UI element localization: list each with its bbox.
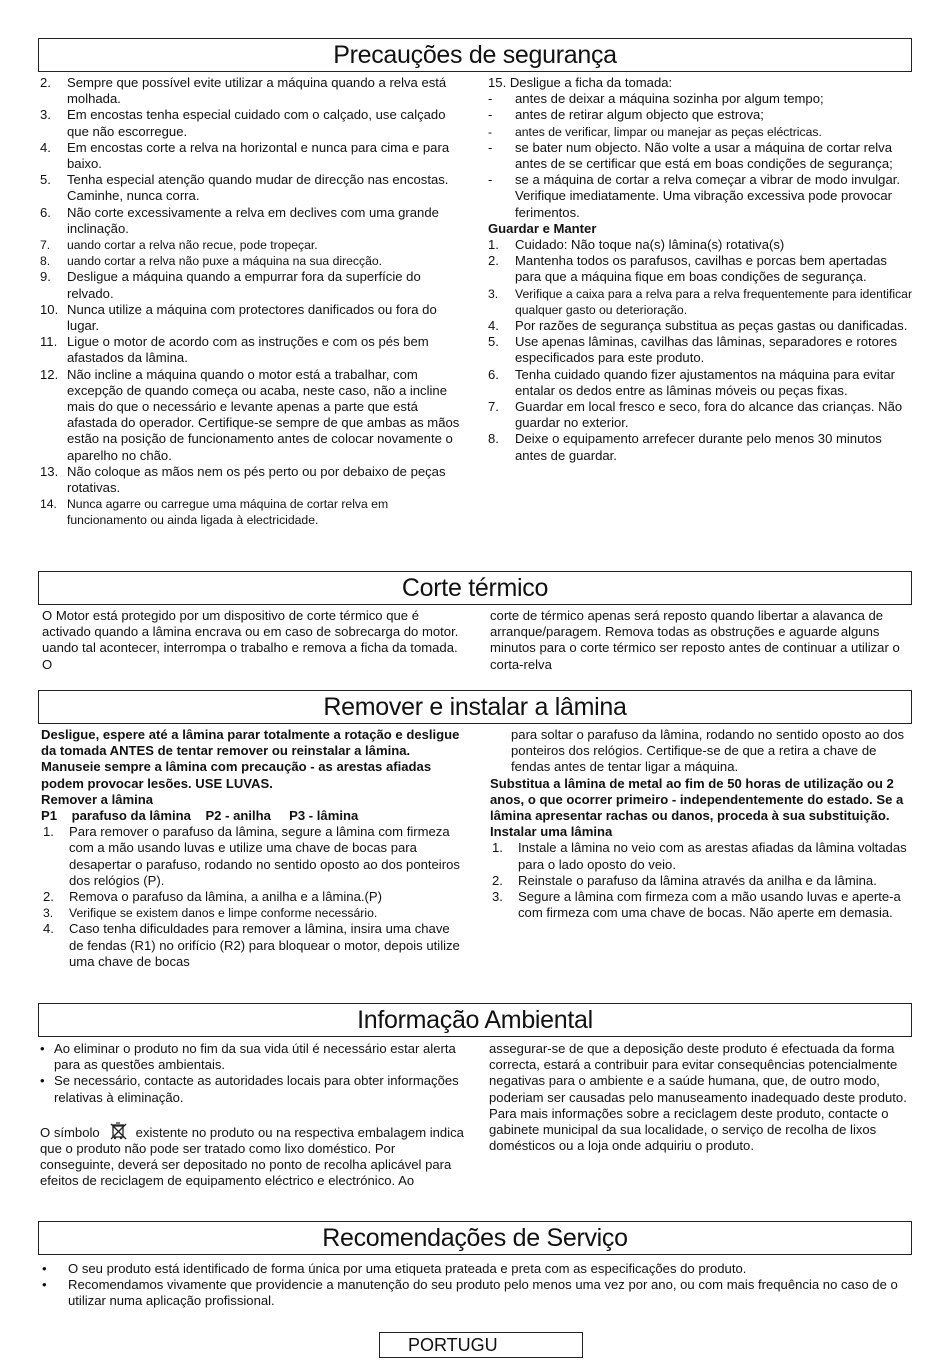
dash-text: se a máquina de cortar a relva começar a vibrar de modo invulgar. Verifique imediatamente. Uma vibração excessiva pode provocar ferimentos. bbox=[515, 172, 901, 220]
service-bullet-item bbox=[40, 1277, 910, 1309]
service-section-title: Recomendações de Serviço bbox=[38, 1221, 912, 1255]
install-list-item-number: 1. bbox=[492, 840, 503, 856]
install-list-item-number: 2. bbox=[492, 872, 503, 888]
dash-marker: - bbox=[488, 124, 493, 139]
store-list-item-number: 1. bbox=[488, 237, 499, 253]
safety-list-item-text: Em encostas tenha especial cuidado com o calçado, use calçado que não escorregue. bbox=[67, 107, 446, 139]
store-list-item-number: 4. bbox=[488, 318, 499, 334]
store-list-item-text: Deixe o equipamento arrefecer durante pelo menos 30 minutos antes de guardar. bbox=[515, 431, 882, 463]
unplug-heading: 15. Desligue a ficha da tomada: bbox=[488, 75, 673, 90]
safety-list-item bbox=[40, 334, 465, 366]
blade-left-column bbox=[41, 727, 466, 970]
safety-list-item-number: 10. bbox=[40, 301, 59, 317]
safety-list-item-text: Desligue a máquina quando a empurrar fora da superfície do relvado. bbox=[67, 269, 421, 301]
store-list-item-text: Verifique a caixa para a relva para a relva frequentemente para identificar qualquer gasto ou deterioração. bbox=[515, 286, 913, 317]
dash-marker: - bbox=[488, 107, 493, 123]
safety-list-item-number: 8. bbox=[40, 254, 51, 269]
dash-marker: - bbox=[488, 139, 493, 155]
env-bullet-item bbox=[40, 1041, 465, 1073]
store-list-item bbox=[488, 334, 912, 366]
safety-list-item-text: Sempre que possível evite utilizar a máquina quando a relva está molhada. bbox=[67, 75, 447, 107]
store-list-item-text: Cuidado: Não toque na(s) lâmina(s) rotativa(s) bbox=[515, 237, 785, 253]
store-list-item bbox=[488, 367, 912, 399]
bullet-marker: • bbox=[40, 1073, 45, 1089]
safety-list-item bbox=[40, 172, 465, 204]
safety-list-item-number: 13. bbox=[40, 463, 59, 479]
symbol-pre: O símbolo bbox=[40, 1124, 100, 1140]
safety-list-item-number: 14. bbox=[40, 497, 57, 512]
unplug-dash-item bbox=[488, 140, 912, 172]
safety-right-column bbox=[488, 75, 912, 464]
store-list-item bbox=[488, 253, 912, 285]
env-left-column bbox=[40, 1041, 465, 1190]
blade-continuation: para soltar o parafuso da lâmina, rodando no sentido oposto ao dos ponteiros dos relógios. Certifique-se de que a retira a chave de fendas antes de tentar ligar a máquina. bbox=[511, 727, 905, 775]
remove-list-item-text: Para remover o parafuso da lâmina, segure a lâmina com firmeza com a mão usando luvas e utilize uma chave de bocas para desapertar o parafuso, rodando no sentido oposto ao dos ponteiros dos relógios (P). bbox=[69, 824, 460, 888]
remove-list-item bbox=[41, 905, 466, 921]
service-bullet-item bbox=[40, 1261, 910, 1277]
blade-right-column bbox=[490, 727, 912, 921]
dash-marker: - bbox=[488, 91, 493, 107]
store-heading: Guardar e Manter bbox=[488, 220, 597, 236]
safety-list-item bbox=[40, 302, 465, 334]
safety-list-item-text: uando cortar a relva não recue, pode tropeçar. bbox=[67, 238, 318, 253]
safety-list-item bbox=[40, 237, 465, 253]
bullet-marker: • bbox=[42, 1277, 47, 1293]
install-list-item-text: Instale a lâmina no veio com as arestas afiadas da lâmina voltadas para o lado oposto do veio. bbox=[518, 840, 907, 872]
blade-section-title: Remover e instalar a lâmina bbox=[38, 690, 912, 724]
safety-list-item bbox=[40, 253, 465, 269]
dash-text: antes de verificar, limpar ou manejar as peças eléctricas. bbox=[515, 124, 822, 139]
safety-list-item-number: 5. bbox=[40, 172, 51, 188]
dash-text: antes de retirar algum objecto que estrova; bbox=[515, 107, 764, 123]
install-list-item bbox=[490, 889, 912, 921]
store-list-item-number: 5. bbox=[488, 334, 499, 350]
install-list-item bbox=[490, 873, 912, 889]
symbol-paragraph bbox=[40, 1122, 465, 1190]
remove-list-item-number: 3. bbox=[43, 906, 54, 921]
store-list-item-text: Guardar em local fresco e seco, fora do alcance das crianças. Não guardar no exterior. bbox=[515, 399, 903, 431]
store-list-item bbox=[488, 237, 912, 253]
dash-text: antes de deixar a máquina sozinha por algum tempo; bbox=[515, 91, 824, 107]
blade-parts-legend: P1 parafuso da lâmina P2 - anilha P3 - lâmina bbox=[41, 808, 359, 824]
symbol-post: existente no produto ou na respectiva embalagem indica que o produto não pode ser tratado como lixo doméstico. Por conseguinte, deverá ser depositado no ponto de recolha aplicável para efeitos de reciclagem de equipamento eléctrico e electrónico. Ao bbox=[40, 1124, 464, 1189]
safety-list-item-number: 9. bbox=[40, 269, 51, 285]
crossed-out-wheelie-bin-icon bbox=[108, 1122, 130, 1140]
safety-list-item-number: 11. bbox=[40, 334, 58, 350]
safety-list-item bbox=[40, 269, 465, 301]
safety-list-item-number: 2. bbox=[40, 75, 51, 90]
safety-left-column bbox=[40, 75, 465, 529]
store-list-item-text: Por razões de segurança substitua as peças gastas ou danificadas. bbox=[515, 318, 908, 334]
install-list-item-text: Segure a lâmina com firmeza com a mão usando luvas e aperte-a com firmeza com uma chave de bocas. Não aperte em demasia. bbox=[518, 889, 901, 921]
footer-language-label: PORTUGU bbox=[379, 1332, 583, 1358]
safety-list-item bbox=[40, 205, 465, 237]
store-list-item-number: 3. bbox=[488, 286, 499, 301]
safety-list-item-number: 6. bbox=[40, 204, 51, 220]
install-list-item-text: Reinstale o parafuso da lâmina através da anilha e da lâmina. bbox=[518, 872, 877, 888]
env-bullet-item bbox=[40, 1073, 465, 1105]
safety-list-item bbox=[40, 496, 465, 528]
safety-list-item-text: Não coloque as mãos nem os pés perto ou por debaixo de peças rotativas. bbox=[67, 463, 446, 496]
thermal-right-text: corte de térmico apenas será reposto quando libertar a alavanca de arranque/paragem. Remova todas as obstruções e aguarde alguns minutos para o corte térmico ser reposto antes de continuar a utilizar o corta-relva bbox=[490, 608, 900, 672]
env-right-text: assegurar-se de que a deposição deste produto é efectuada da forma correcta, estará a contribuir para evitar consequências potencialmente negativas para o ambiente e a saúde humana, que, de outro modo, poderiam ser causadas pelo manuseamento inadequado deste produto. Para mais informações sobre a reciclagem deste produto, contacte o gabinete municipal da sua localidade, o serviço de recolha de lixos domésticos ou a loja onde adquiriu o produto. bbox=[489, 1041, 907, 1154]
unplug-dash-item bbox=[488, 124, 912, 140]
dash-text: se bater num objecto. Não volte a usar a máquina de cortar relva antes de se certificar que está em boas condições de segurança; bbox=[515, 139, 893, 172]
remove-list-item-text: Caso tenha dificuldades para remover a lâmina, insira uma chave de fendas (R1) no orifício (R2) para bloquear o motor, depois utilize uma chave de bocas bbox=[69, 921, 460, 969]
safety-list-item-text: uando cortar a relva não puxe a máquina na sua direcção. bbox=[67, 254, 383, 269]
safety-list-item-text: Não incline a máquina quando o motor está a trabalhar, com excepção de quando começa ou acaba, neste caso, não a incline mais do que o necessário e levante apenas a parte que está afastada do operador. Certifique-se sempre de que ambas as mãos estão na posição de funcionamento antes de colocar novamente o aparelho no chão. bbox=[67, 366, 460, 463]
store-list-item bbox=[488, 286, 912, 318]
service-bullet-text: O seu produto está identificado de forma única por uma etiqueta prateada e preta com as especificações do produto. bbox=[68, 1261, 747, 1276]
service-bullet-text: Recomendamos vivamente que providencie a manutenção do seu produto pelo menos uma vez por ano, ou com mais frequência no caso de o utilizar numa aplicação profissional. bbox=[68, 1277, 898, 1309]
remove-list-item-number: 2. bbox=[43, 889, 54, 905]
remove-list-item-number: 1. bbox=[43, 824, 54, 840]
safety-list-item-number: 12. bbox=[40, 366, 59, 382]
remove-list-item-text: Remova o parafuso da lâmina, a anilha e a lâmina.(P) bbox=[69, 889, 382, 905]
install-list-item-number: 3. bbox=[492, 889, 503, 905]
safety-list-item bbox=[40, 367, 465, 464]
safety-section-title: Precauções de segurança bbox=[38, 38, 912, 72]
safety-list-item-text: Ligue o motor de acordo com as instruções e com os pés bem afastados da lâmina. bbox=[67, 334, 429, 366]
store-list-item bbox=[488, 431, 912, 463]
unplug-dash-item bbox=[488, 107, 912, 123]
safety-list-item-text: Nunca utilize a máquina com protectores danificados ou fora do lugar. bbox=[67, 301, 437, 334]
remove-list-item bbox=[41, 824, 466, 889]
thermal-section-title: Corte térmico bbox=[38, 571, 912, 605]
store-list-item-text: Tenha cuidado quando fizer ajustamentos na máquina para evitar entalar os dedos entre as lâminas móveis ou peças fixas. bbox=[515, 366, 895, 398]
safety-list-item-number: 3. bbox=[40, 107, 51, 123]
install-blade-heading: Instalar uma lâmina bbox=[490, 824, 613, 840]
safety-list-item-number: 7. bbox=[40, 238, 51, 253]
safety-list-item-text: Tenha especial atenção quando mudar de direcção nas encostas. Caminhe, nunca corra. bbox=[67, 172, 449, 204]
safety-list-item bbox=[40, 75, 465, 107]
store-list-item bbox=[488, 318, 912, 334]
safety-list-item-number: 4. bbox=[40, 139, 51, 155]
store-list-item-number: 7. bbox=[488, 399, 499, 415]
thermal-left-text: O Motor está protegido por um dispositivo de corte térmico que é activado quando a lâmina encrava ou em caso de sobrecarga do motor. uando tal acontecer, interrompa o trabalho e remova a ficha da tomada. O bbox=[42, 608, 459, 672]
safety-list-item bbox=[40, 464, 465, 496]
env-bullet-text: Se necessário, contacte as autoridades locais para obter informações relativas à eliminação. bbox=[54, 1073, 459, 1105]
blade-warning: Desligue, espere até a lâmina parar totalmente a rotação e desligue da tomada ANTES de tentar remover ou reinstalar a lâmina. Manuseie sempre a lâmina com precaução - as arestas afiadas podem provocar lesões. USE LUVAS. bbox=[41, 727, 460, 791]
remove-list-item bbox=[41, 921, 466, 970]
safety-list-item-text: Nunca agarre ou carregue uma máquina de cortar relva em funcionamento ou ainda ligada à electricidade. bbox=[67, 497, 389, 528]
store-list-item-number: 6. bbox=[488, 366, 499, 382]
remove-list-item bbox=[41, 889, 466, 905]
env-bullet-text: Ao eliminar o produto no fim da sua vida útil é necessário estar alerta para as questões ambientais. bbox=[54, 1041, 456, 1073]
safety-list-item-text: Em encostas corte a relva na horizontal e nunca para cima e para baixo. bbox=[67, 139, 450, 172]
bullet-marker: • bbox=[40, 1041, 45, 1056]
bullet-marker: • bbox=[42, 1261, 47, 1276]
store-list-item-text: Mantenha todos os parafusos, cavilhas e porcas bem apertadas para que a máquina fique em boas condições de segurança. bbox=[515, 253, 887, 285]
dash-marker: - bbox=[488, 172, 493, 188]
store-list-item-text: Use apenas lâminas, cavilhas das lâminas, separadores e rotores especificados para este produto. bbox=[515, 334, 898, 366]
remove-list-item-text: Verifique se existem danos e limpe conforme necessário. bbox=[69, 906, 378, 921]
blade-replace-note: Substitua a lâmina de metal ao fim de 50 horas de utilização ou 2 anos, o que ocorrer primeiro - independentemente do estado. Se a lâmina apresentar rachas ou danos, proceda à sua substituição. bbox=[490, 775, 904, 824]
unplug-dash-item bbox=[488, 91, 912, 107]
store-list-item bbox=[488, 399, 912, 431]
store-list-item-number: 2. bbox=[488, 253, 499, 269]
safety-list-item bbox=[40, 140, 465, 172]
safety-list-item bbox=[40, 107, 465, 139]
safety-list-item-text: Não corte excessivamente a relva em declives com uma grande inclinação. bbox=[67, 204, 439, 236]
store-list-item-number: 8. bbox=[488, 431, 499, 447]
install-list-item bbox=[490, 840, 912, 872]
unplug-dash-item bbox=[488, 172, 912, 221]
remove-blade-heading: Remover a lâmina bbox=[41, 791, 154, 807]
env-section-title: Informação Ambiental bbox=[38, 1003, 912, 1037]
service-list bbox=[40, 1261, 910, 1310]
remove-list-item-number: 4. bbox=[43, 921, 54, 937]
